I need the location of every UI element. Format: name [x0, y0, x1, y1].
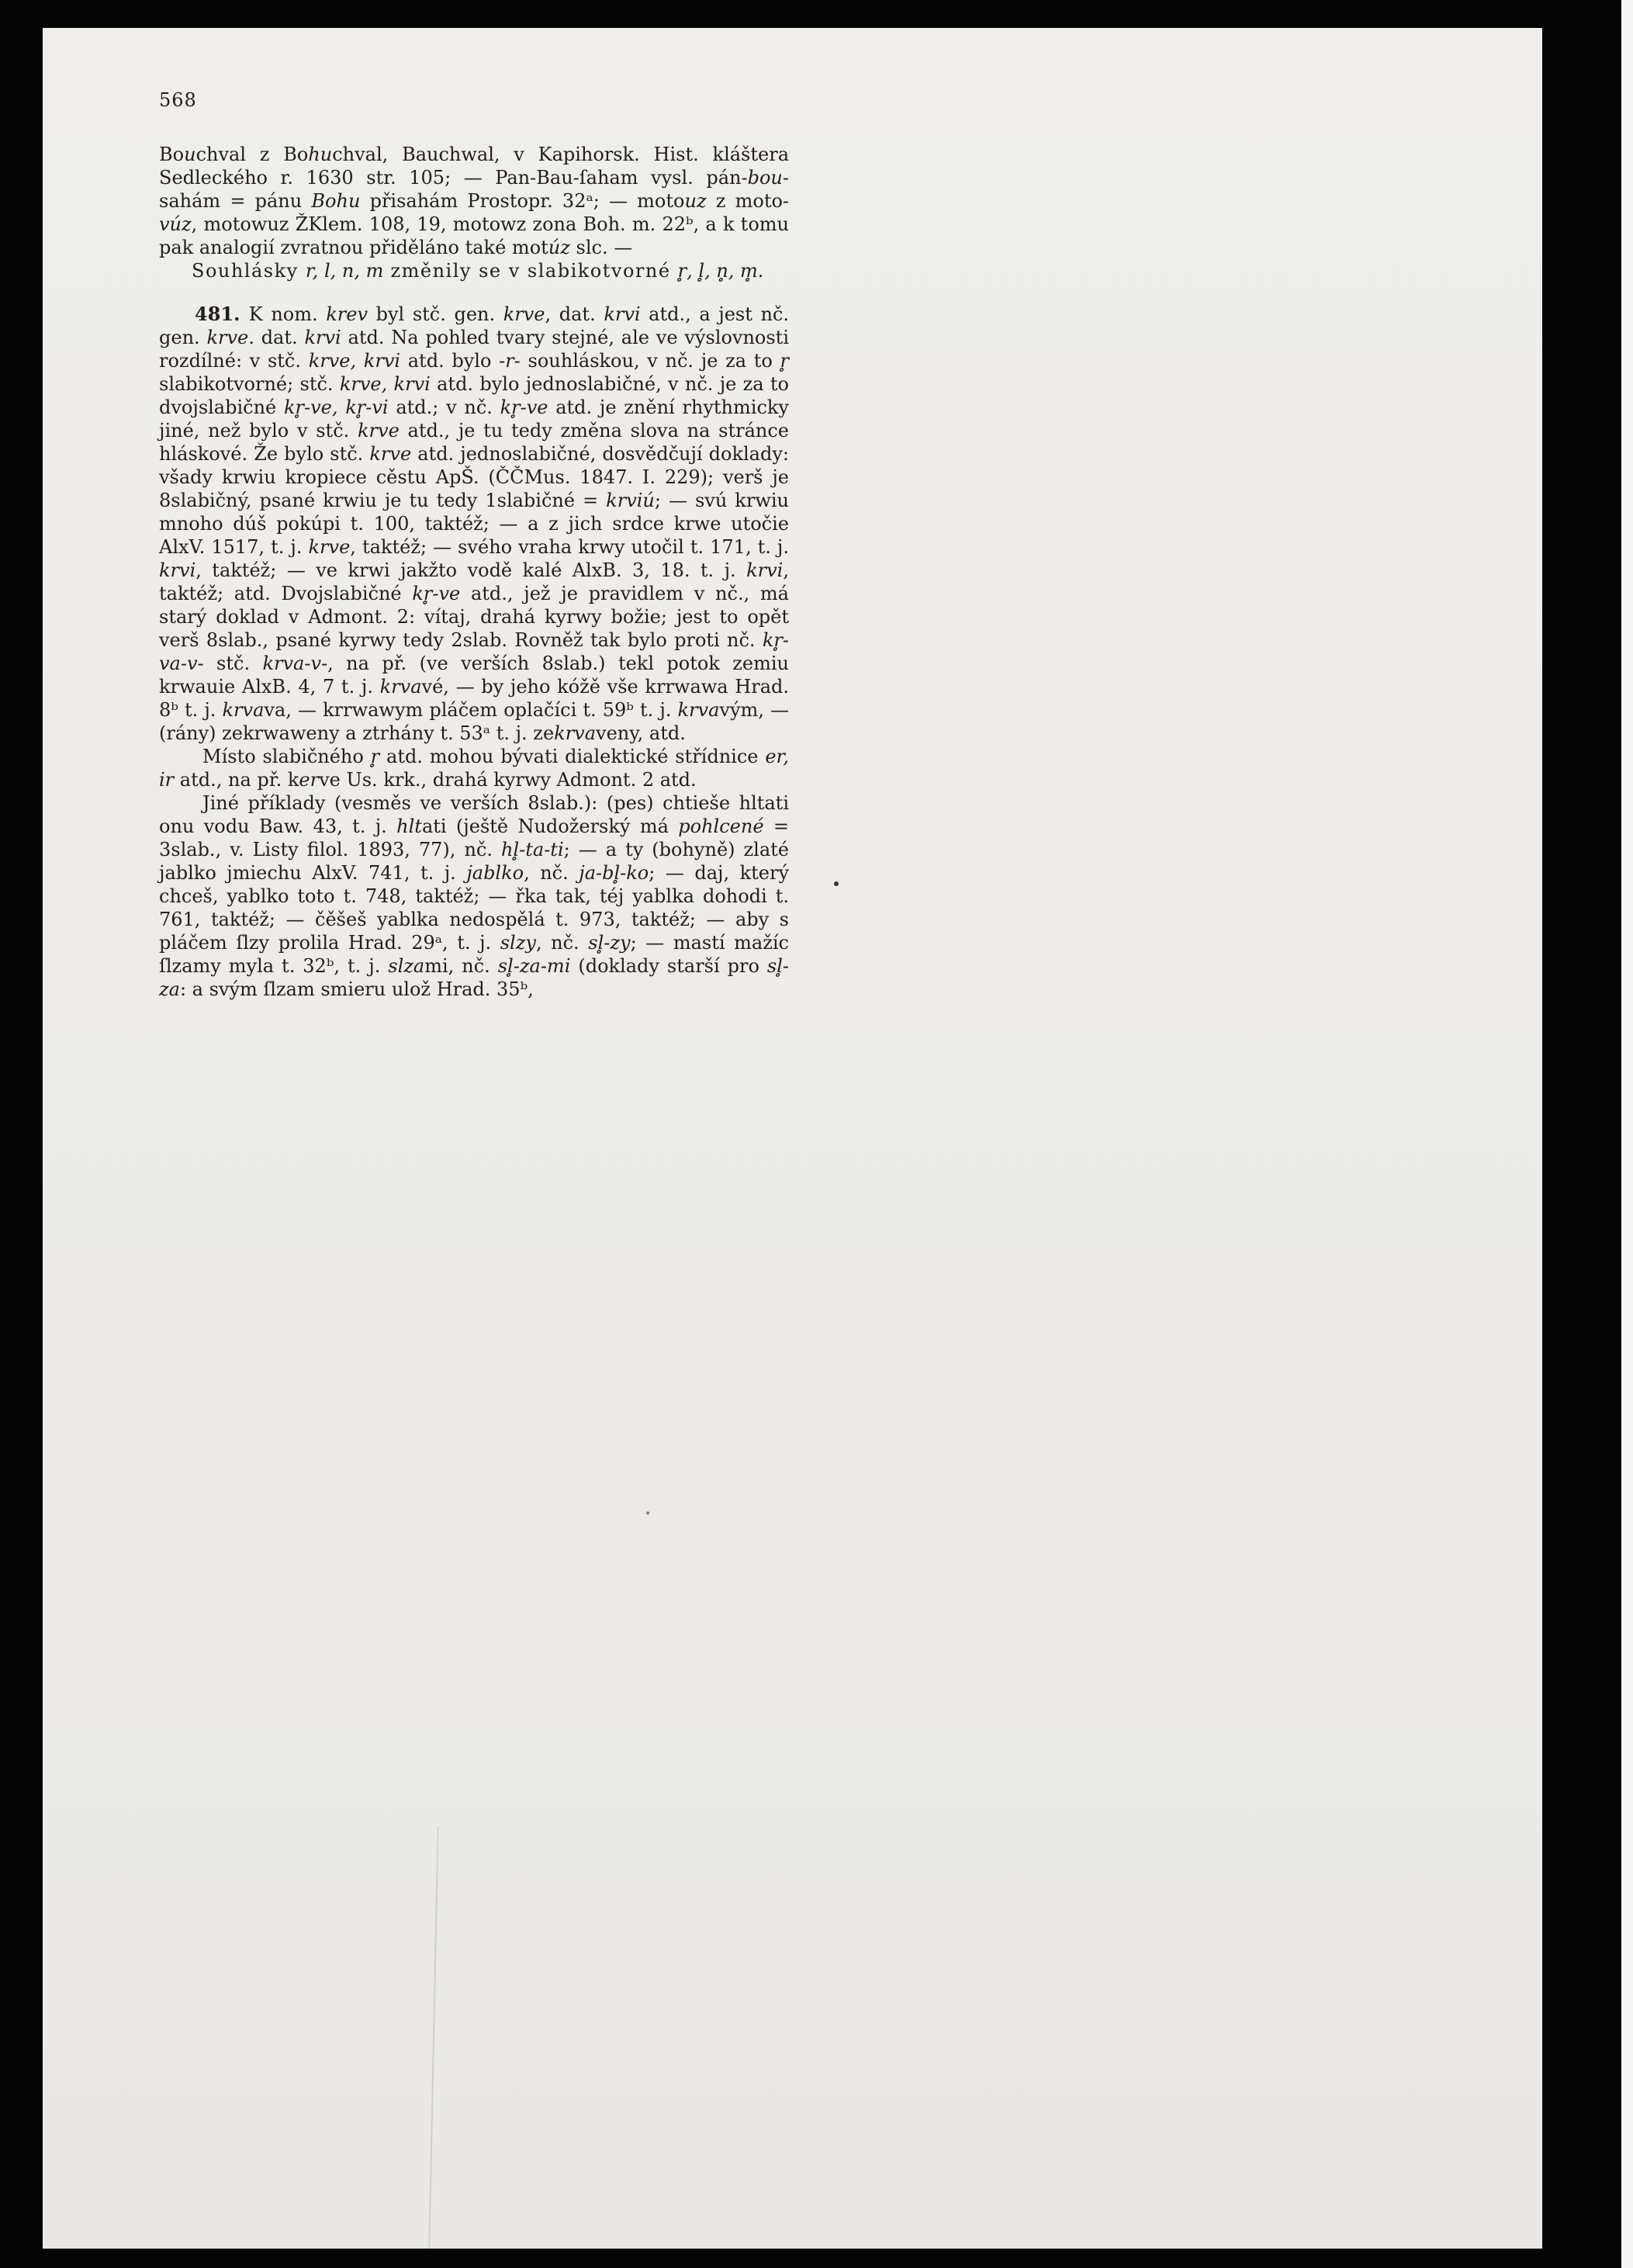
- text-segment: ; — mastí mažíc ſlzamy myla t. 32ᵇ, t. j.: [159, 932, 789, 977]
- text-segment: Souhlásky: [192, 260, 306, 282]
- text-segment: atd. je znění rhythmicky jiné, než bylo v stč.: [159, 396, 789, 441]
- text-segment: atd. jednoslabičné, dosvědčují doklady: všady krwiu kropiece cěstu ApŠ. (ČČMus. 1847. I. 229); verš je 8slabičný, psané krwiu je tu tedy 1slabičné =: [159, 443, 789, 511]
- text-segment: úz: [548, 237, 570, 258]
- ink-speck: [834, 881, 839, 886]
- text-segment: r̥: [370, 746, 380, 767]
- ink-speck-small: [646, 1511, 649, 1515]
- text-segment: vým, — (rány) zekrwaweny a ztrhány t. 53ᵃ t. j. ze: [159, 699, 790, 744]
- text-segment: krve: [358, 420, 400, 441]
- text-segment: ; — a ty (bohyně) zlaté jablko jmiechu AlxV. 741, t. j.: [159, 839, 789, 884]
- text-segment: atd. mohou bývati dialektické střídnice: [379, 746, 766, 767]
- text-segment: slza: [388, 955, 425, 977]
- text-segment: krvi: [746, 559, 784, 581]
- text-segment: chval, Bauchwal, v Kapihorsk. Hist. kláštera Sedleckého r. 1630 str. 105; — Pan-Bau-ſaham vysl. pán-: [159, 144, 789, 189]
- text-segment: ja-bl̥-ko: [579, 862, 649, 884]
- page-number: 568: [159, 89, 197, 111]
- text-segment: r̥: [780, 350, 789, 372]
- text-segment: r, l, n, m: [305, 260, 384, 282]
- text-segment: - souhláskou, v nč. je za to: [514, 350, 780, 372]
- text-segment: , nč.: [535, 932, 589, 954]
- text-segment: . dat.: [248, 327, 305, 348]
- text-segment: krve: [206, 327, 249, 348]
- text-segment: přisahám Prostopr. 32ᵃ; — moto: [360, 190, 685, 212]
- book-page: [43, 28, 1542, 2249]
- text-segment: krve: [503, 303, 545, 325]
- text-segment: krvi: [604, 303, 641, 325]
- text-segment: Místo slabičného: [202, 746, 371, 767]
- text-segment: krva: [222, 699, 265, 721]
- text-segment: krev: [326, 303, 368, 325]
- text-segment: atd., je tu tedy změna slova na stránce hláskové. Že bylo stč.: [159, 420, 789, 465]
- text-segment: -sahám = pánu: [159, 167, 789, 212]
- text-segment: kr̥-ve: [412, 583, 461, 604]
- page-crease-line: [428, 1827, 438, 2249]
- text-segment: z moto-: [706, 190, 790, 212]
- text-segment: Bo: [159, 144, 185, 165]
- text-segment: ; — svú krwiu mnoho dúš pokúpi t. 100, taktéž; — a z jich srdce krwe utočie AlxV. 1517, t. j.: [159, 490, 789, 558]
- text-segment: Jiné příklady (vesměs ve verších 8slab.): (pes) chtieše hltati onu vodu Baw. 43, t. j.: [159, 792, 789, 837]
- text-column: [159, 88, 789, 1001]
- text-segment: , na př. (ve verších 8slab.) tekl potok zemiu krwauie AlxB. 4, 7 t. j.: [159, 653, 789, 698]
- text-segment: atd. bylo -: [400, 350, 506, 372]
- text-segment: atd., a jest nč. gen.: [159, 303, 790, 348]
- text-segment: krve: [308, 536, 351, 558]
- text-segment: sl̥-zy: [588, 932, 631, 954]
- text-segment: bou: [747, 167, 783, 189]
- paragraph-jine-priklady: [159, 791, 789, 1001]
- paragraph-misto-slabicneho: [159, 745, 789, 791]
- text-segment: stč.: [203, 653, 263, 674]
- text-segment: atd., jež je pravidlem v nč., má starý doklad v Admont. 2: vítaj, drahá kyrwy božie; jest to opět verš 8slab., psané kyrwy tedy 2slab. Rovněž tak bylo proti nč.: [159, 583, 789, 651]
- text-segment: krva: [379, 676, 422, 698]
- text-segment: r: [505, 350, 514, 372]
- paragraph-bouchval-note: [159, 143, 789, 259]
- text-segment: r̥, l̥, n̥, m̥.: [677, 260, 764, 282]
- text-segment: er: [299, 769, 320, 791]
- text-segment: u: [184, 144, 196, 165]
- text-segment: chval z Bo: [195, 144, 309, 165]
- text-segment: hl̥-ta-ti: [501, 839, 564, 860]
- text-segment: sl̥-za-mi: [497, 955, 571, 977]
- text-segment: veny, atd.: [596, 722, 686, 744]
- text-segment: K nom.: [248, 303, 327, 325]
- text-segment: , dat.: [545, 303, 604, 325]
- text-segment: , motowuz ŽKlem. 108, 19, motowz zona Boh. m. 22ᵇ, a k tomu pak analogií zvratnou přiděláno také mot: [159, 213, 789, 258]
- text-segment: byl stč. gen.: [368, 303, 503, 325]
- text-segment: krva: [554, 722, 597, 744]
- text-segment: atd. bylo jednoslabičné, v nč. je za to dvojslabičné: [159, 373, 789, 418]
- text-segment: va, — krrwawym pláčem oplačíci t. 59ᵇ t. j.: [264, 699, 678, 721]
- text-segment: slabikotvorné; stč.: [159, 373, 340, 395]
- text-segment: atd.; v nč.: [388, 396, 500, 418]
- text-segment: , taktéž; — svého vraha krwy utočil t. 171, t. j.: [350, 536, 789, 558]
- text-segment: vé, — by jeho kóžě vše krrwawa Hrad. 8ᵇ t. j.: [159, 676, 790, 721]
- text-segment: ve Us. krk., drahá kyrwy Admont. 2 atd.: [319, 769, 697, 791]
- text-segment: = 3slab., v. Listy filol. 1893, 77), nč.: [159, 815, 789, 860]
- text-segment: : a svým ſlzam smieru ulož Hrad. 35ᵇ,: [179, 978, 534, 1000]
- text-segment: pohlcené: [678, 815, 764, 837]
- text-segment: změnily se v slabikotvorné: [383, 260, 678, 282]
- paragraph-481-krev: [159, 303, 789, 745]
- text-segment: ati (ještě Nudožerský má: [421, 815, 679, 837]
- text-segment: krvi: [159, 559, 196, 581]
- text-segment: kr̥-ve, kr̥-vi: [283, 396, 389, 418]
- text-segment: krve, krvi: [308, 350, 401, 372]
- text-segment: , taktéž; — ve krwi jakžto vodě kalé AlxB. 3, 18. t. j.: [195, 559, 747, 581]
- text-segment: krva: [677, 699, 720, 721]
- text-segment: kr̥-va-v-: [159, 629, 789, 674]
- scan-right-edge-strip: [1621, 0, 1633, 2268]
- text-segment: 481.: [195, 303, 249, 325]
- text-segment: , nč.: [524, 862, 580, 884]
- text-segment: jablko: [466, 862, 524, 884]
- text-segment: er, ir: [159, 746, 789, 791]
- text-segment: , taktéž; atd. Dvojslabičné: [159, 559, 789, 604]
- text-segment: Bohu: [311, 190, 361, 212]
- text-segment: krviú: [606, 490, 655, 511]
- text-segment: atd. Na pohled tvary stejné, ale ve výslovnosti rozdílné: v stč.: [159, 327, 790, 372]
- text-segment: mi, nč.: [424, 955, 498, 977]
- text-segment: kr̥-ve: [500, 396, 548, 418]
- text-segment: (doklady starší pro: [570, 955, 767, 977]
- text-segment: slc. —: [569, 237, 633, 258]
- text-segment: hu: [308, 144, 333, 165]
- text-segment: ; — daj, který chceš, yablko toto t. 748, taktéž; — řka tak, téj yablka dohodi t. 761, taktéž; — čěšeš yablka nedospělá t. 973, taktéž; — aby s pláčem ſlzy prolila Hrad. 29ᵃ, t. j.: [159, 862, 789, 954]
- text-segment: uz: [684, 190, 707, 212]
- text-segment: krve: [369, 443, 412, 465]
- text-segment: slzy: [500, 932, 536, 954]
- section-heading-souhlasky: [159, 259, 789, 282]
- text-segment: krve, krvi: [339, 373, 431, 395]
- text-segment: atd., na př. k: [174, 769, 299, 791]
- text-segment: krva-v-: [262, 653, 328, 674]
- text-segment: sl̥-za: [159, 955, 789, 1000]
- text-segment: krvi: [304, 327, 341, 348]
- text-segment: vúz: [159, 213, 192, 235]
- text-segment: hlt: [396, 815, 422, 837]
